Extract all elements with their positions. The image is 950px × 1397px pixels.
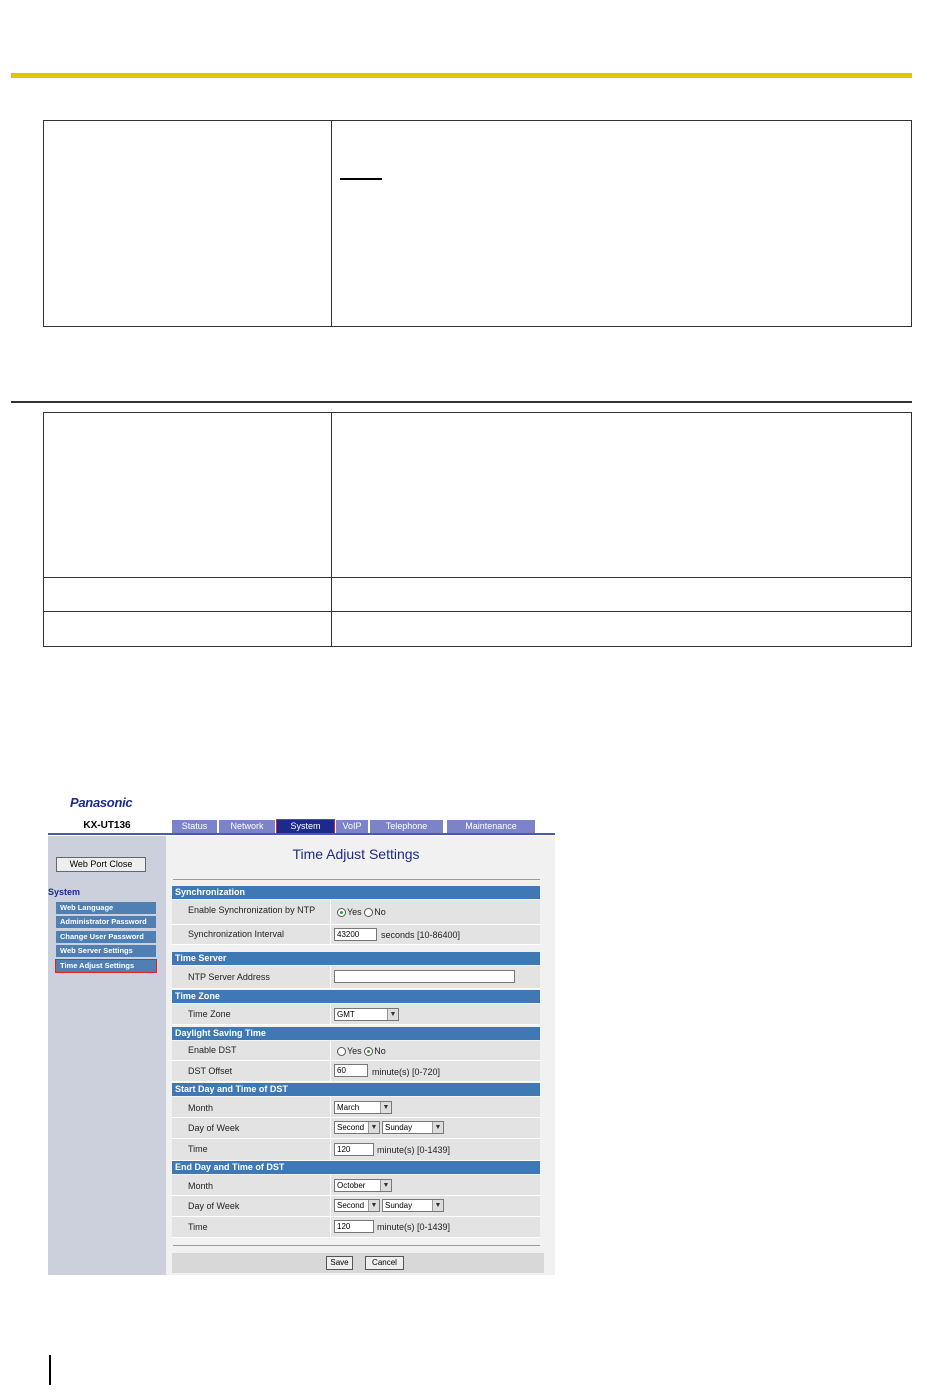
start-month-label: Month bbox=[188, 1103, 214, 1113]
radio-yes-label: Yes bbox=[347, 1046, 362, 1056]
dst-offset-label: DST Offset bbox=[188, 1066, 233, 1076]
section-time-zone: Time Zone bbox=[172, 990, 540, 1003]
radio-yes-label: Yes bbox=[347, 907, 362, 917]
row-end-month bbox=[172, 1175, 540, 1196]
tab-network[interactable]: Network bbox=[219, 820, 275, 833]
radio-no[interactable] bbox=[364, 908, 373, 917]
sidebar-heading: System bbox=[48, 887, 81, 897]
radio-no-label: No bbox=[374, 1046, 386, 1056]
chevron-down-icon: ▼ bbox=[432, 1122, 443, 1133]
section-synchronization: Synchronization bbox=[172, 886, 540, 899]
start-week-value: Second bbox=[337, 1123, 365, 1132]
row-ntp-server bbox=[172, 966, 540, 989]
section-time-server: Time Server bbox=[172, 952, 540, 965]
start-time-input[interactable]: 120 bbox=[334, 1143, 374, 1156]
table-cell bbox=[332, 121, 912, 327]
settings-table-2 bbox=[43, 412, 912, 647]
dst-offset-unit: minute(s) [0-720] bbox=[372, 1067, 441, 1077]
radio-no[interactable] bbox=[364, 1047, 373, 1056]
row-start-time bbox=[172, 1139, 540, 1161]
chevron-down-icon: ▼ bbox=[368, 1122, 379, 1133]
table-cell bbox=[332, 578, 912, 612]
value-cell bbox=[330, 1217, 451, 1237]
radio-yes[interactable] bbox=[337, 908, 346, 917]
end-month-select[interactable] bbox=[334, 1179, 392, 1192]
settings-table-1 bbox=[43, 120, 912, 327]
table-cell bbox=[44, 121, 332, 327]
web-ui-screenshot bbox=[48, 793, 555, 1275]
table-cell bbox=[332, 612, 912, 647]
end-day-value: Sunday bbox=[385, 1201, 413, 1210]
sync-radio-group bbox=[337, 907, 386, 917]
dst-offset-input[interactable]: 60 bbox=[334, 1064, 368, 1077]
divider bbox=[173, 879, 540, 880]
button-bar bbox=[172, 1253, 544, 1273]
sync-interval-unit: seconds [10-86400] bbox=[381, 930, 461, 940]
sync-interval-label: Synchronization Interval bbox=[188, 929, 285, 939]
start-week-select[interactable] bbox=[334, 1121, 380, 1134]
save-button[interactable]: Save bbox=[326, 1256, 353, 1270]
end-day-select[interactable] bbox=[382, 1199, 444, 1212]
value-cell bbox=[330, 1061, 441, 1081]
chevron-down-icon: ▼ bbox=[368, 1200, 379, 1211]
end-time-input[interactable]: 120 bbox=[334, 1220, 374, 1233]
row-start-day-of-week bbox=[172, 1118, 540, 1139]
time-zone-select[interactable] bbox=[334, 1008, 399, 1021]
brand-logo: Panasonic bbox=[70, 795, 133, 810]
end-week-select[interactable] bbox=[334, 1199, 380, 1212]
tab-telephone[interactable]: Telephone bbox=[370, 820, 443, 833]
radio-yes[interactable] bbox=[337, 1047, 346, 1056]
table-cell bbox=[44, 612, 332, 647]
end-time-unit: minute(s) [0-1439] bbox=[377, 1222, 451, 1232]
section-start-dst: Start Day and Time of DST bbox=[172, 1083, 540, 1096]
sync-interval-input[interactable]: 43200 bbox=[334, 928, 377, 941]
start-month-value: March bbox=[337, 1103, 360, 1112]
enable-sync-label: Enable Synchronization by NTP bbox=[188, 905, 316, 915]
divider bbox=[173, 1245, 540, 1246]
value-cell bbox=[330, 1175, 390, 1195]
value-cell bbox=[330, 925, 461, 944]
sidebar-item-administrator-password[interactable]: Administrator Password bbox=[56, 916, 156, 928]
chevron-down-icon: ▼ bbox=[380, 1180, 391, 1191]
ntp-server-input[interactable] bbox=[334, 970, 515, 983]
value-cell bbox=[330, 1139, 451, 1160]
value-cell bbox=[330, 1041, 386, 1060]
table-cell bbox=[44, 578, 332, 612]
page-margin-mark bbox=[49, 1355, 51, 1385]
start-day-select[interactable] bbox=[382, 1121, 444, 1134]
section-end-dst: End Day and Time of DST bbox=[172, 1161, 540, 1174]
model-name: KX-UT136 bbox=[83, 820, 131, 831]
end-month-label: Month bbox=[188, 1181, 214, 1191]
start-dow-label: Day of Week bbox=[188, 1123, 240, 1133]
chevron-down-icon: ▼ bbox=[432, 1200, 443, 1211]
sidebar-item-time-adjust-settings[interactable]: Time Adjust Settings bbox=[56, 960, 156, 972]
value-cell bbox=[330, 1004, 397, 1024]
page-title: Time Adjust Settings bbox=[292, 846, 420, 862]
tab-maintenance[interactable]: Maintenance bbox=[447, 820, 535, 833]
table-cell bbox=[332, 413, 912, 578]
tab-status[interactable]: Status bbox=[172, 820, 217, 833]
tab-bar-underline bbox=[48, 833, 555, 835]
value-cell bbox=[330, 966, 331, 988]
header-rule bbox=[11, 73, 912, 78]
section-rule bbox=[11, 401, 912, 403]
tab-system[interactable]: System bbox=[277, 820, 334, 833]
row-end-time bbox=[172, 1217, 540, 1238]
ntp-server-label: NTP Server Address bbox=[188, 972, 270, 982]
end-month-value: October bbox=[337, 1181, 366, 1190]
row-end-day-of-week bbox=[172, 1196, 540, 1217]
start-time-unit: minute(s) [0-1439] bbox=[377, 1145, 451, 1155]
chevron-down-icon: ▼ bbox=[387, 1009, 398, 1020]
end-week-value: Second bbox=[337, 1201, 365, 1210]
row-enable-sync bbox=[172, 900, 540, 925]
row-dst-offset bbox=[172, 1061, 540, 1082]
enable-dst-label: Enable DST bbox=[188, 1045, 237, 1055]
row-sync-interval bbox=[172, 925, 540, 945]
sidebar-item-web-server-settings[interactable]: Web Server Settings bbox=[56, 945, 156, 957]
chevron-down-icon: ▼ bbox=[380, 1102, 391, 1113]
row-enable-dst bbox=[172, 1041, 540, 1061]
start-month-select[interactable] bbox=[334, 1101, 392, 1114]
section-daylight-saving-time: Daylight Saving Time bbox=[172, 1027, 540, 1040]
table-cell bbox=[44, 413, 332, 578]
end-dow-label: Day of Week bbox=[188, 1201, 240, 1211]
value-cell bbox=[330, 1118, 442, 1138]
tab-voip[interactable]: VoIP bbox=[336, 820, 368, 833]
note-underline bbox=[340, 178, 382, 180]
web-port-close-button[interactable]: Web Port Close bbox=[56, 857, 146, 872]
value-cell bbox=[330, 900, 386, 924]
time-zone-label: Time Zone bbox=[188, 1009, 231, 1019]
cancel-button[interactable]: Cancel bbox=[365, 1256, 404, 1270]
sidebar-item-web-language[interactable]: Web Language bbox=[56, 902, 156, 914]
sidebar-item-change-user-password[interactable]: Change User Password bbox=[56, 931, 156, 943]
start-day-value: Sunday bbox=[385, 1123, 413, 1132]
start-time-label: Time bbox=[188, 1144, 208, 1154]
radio-no-label: No bbox=[374, 907, 386, 917]
dst-radio-group bbox=[337, 1046, 386, 1056]
time-zone-value: GMT bbox=[337, 1010, 355, 1019]
row-time-zone bbox=[172, 1004, 540, 1025]
end-time-label: Time bbox=[188, 1222, 208, 1232]
value-cell bbox=[330, 1196, 442, 1216]
row-start-month bbox=[172, 1097, 540, 1118]
value-cell bbox=[330, 1097, 390, 1117]
